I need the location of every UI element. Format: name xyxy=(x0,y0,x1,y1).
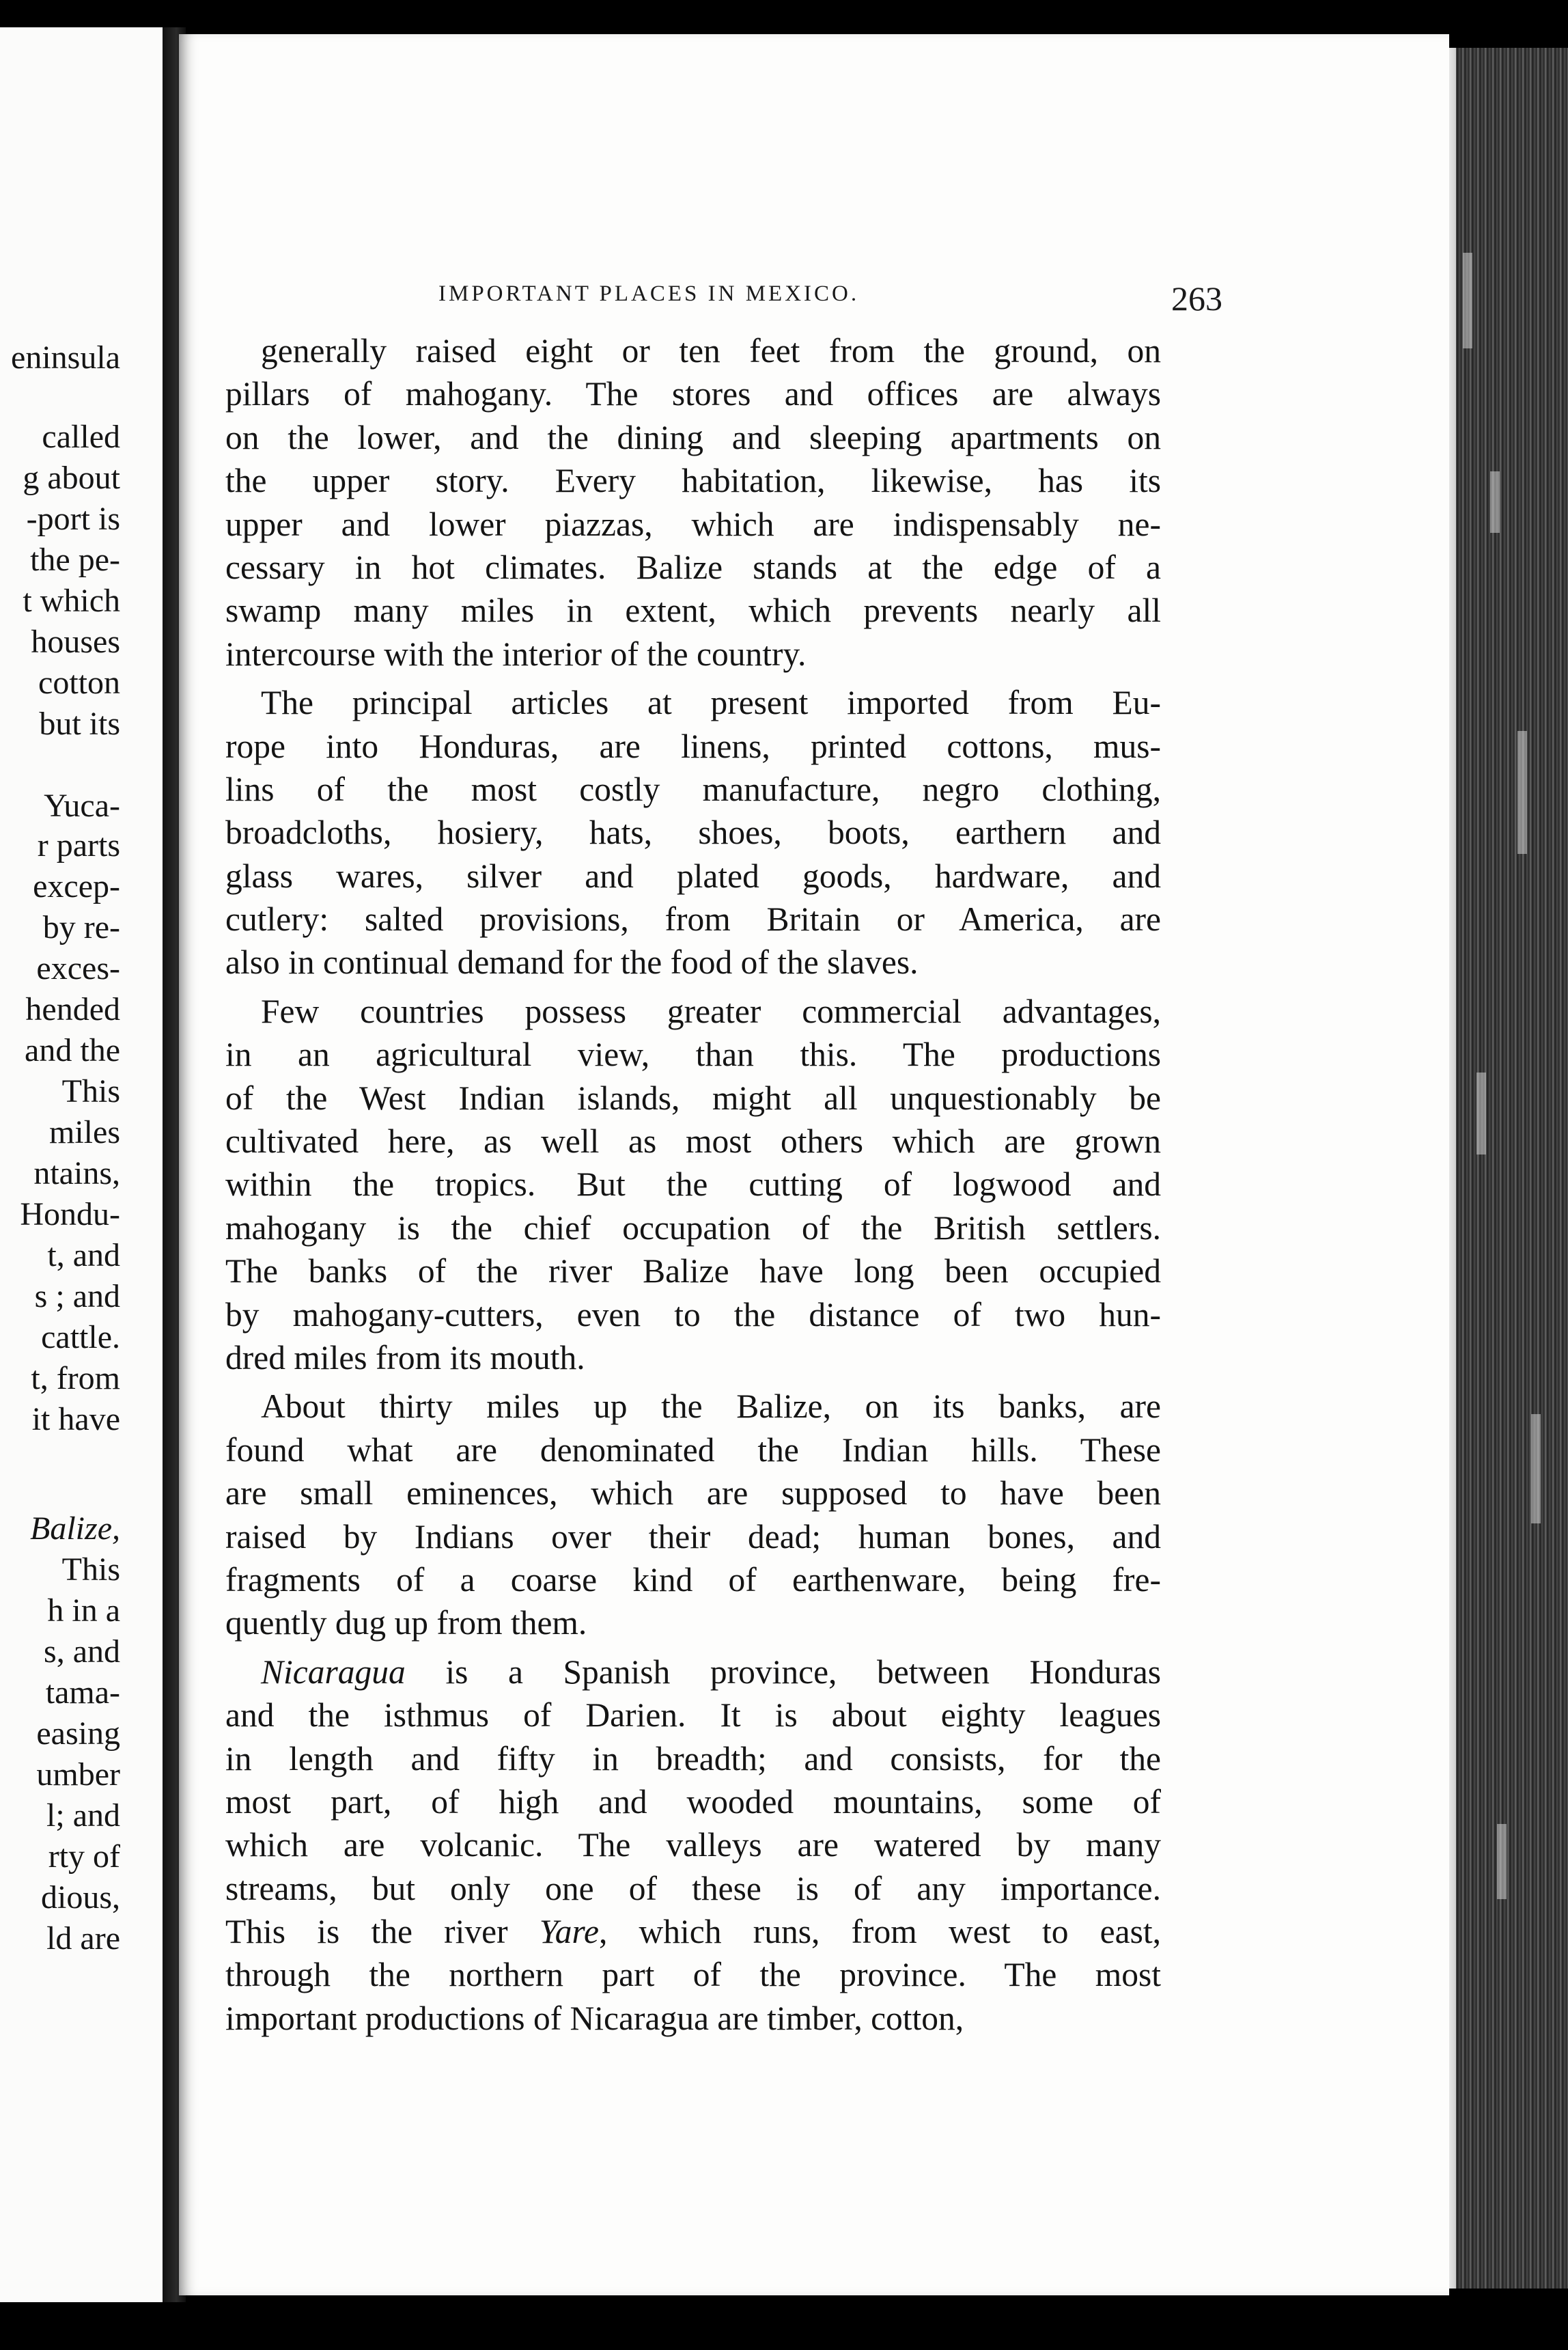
previous-page-fragment xyxy=(0,27,163,2302)
text-line: in length and fifty in breadth; and consists, for the xyxy=(225,1739,1161,1778)
left-page-text-fragment: excep- xyxy=(33,868,120,904)
left-page-text-fragment: This xyxy=(61,1073,120,1109)
paragraph xyxy=(225,1650,1161,2041)
left-page-text-fragment: called xyxy=(42,419,120,455)
left-page-text-fragment: easing xyxy=(36,1715,120,1752)
left-page-text-fragment: hended xyxy=(25,991,120,1027)
left-page-text-fragment: tama- xyxy=(45,1674,120,1711)
running-title: IMPORTANT PLACES IN MEXICO. xyxy=(438,281,860,306)
left-page-text-fragment: houses xyxy=(31,624,120,660)
text-line: also in continual demand for the food of the slaves. xyxy=(225,943,919,982)
page-number: 263 xyxy=(1171,279,1222,318)
left-page-text-fragment: t, from xyxy=(31,1360,120,1396)
left-page-text-fragment: exces- xyxy=(36,950,120,986)
left-page-text-fragment: Balize, xyxy=(30,1510,120,1547)
paragraph xyxy=(225,1385,1161,1644)
text-line: through the northern part of the province. The most xyxy=(225,1956,1161,1994)
left-page-text-fragment: g about xyxy=(23,460,120,496)
text-line: intercourse with the interior of the country. xyxy=(225,635,807,673)
text-line: streams, but only one of these is of any importance. xyxy=(225,1869,1161,1907)
left-page-text-fragment: Hondu- xyxy=(20,1196,120,1232)
text-line: rope into Honduras, are linens, printed cottons, mus- xyxy=(225,727,1161,765)
left-page-text-fragment: umber xyxy=(36,1756,120,1793)
text-line: most part, of high and wooded mountains, some of xyxy=(225,1782,1161,1821)
text-line: are small eminences, which are supposed to have been xyxy=(225,1474,1161,1512)
text-line: and the isthmus of Darien. It is about eighty leagues xyxy=(225,1696,1161,1734)
left-page-text-fragment: rty of xyxy=(48,1838,120,1875)
text-line: fragments of a coarse kind of earthenware, being fre- xyxy=(225,1560,1161,1599)
text-line: by mahogany-cutters, even to the distance of two hun- xyxy=(225,1295,1161,1333)
line-text: , which runs, from west to east, xyxy=(598,1913,1161,1951)
left-page-text-fragment: miles xyxy=(49,1114,120,1150)
text-line: dred miles from its mouth. xyxy=(225,1338,585,1377)
text-line: cessary in hot climates. Balize stands at the edge of a xyxy=(225,548,1161,586)
left-page-text-fragment: t which xyxy=(23,583,120,619)
left-page-text-fragment: t, and xyxy=(47,1237,120,1273)
text-line: found what are denominated the Indian hills. These xyxy=(225,1430,1161,1469)
paragraph xyxy=(225,681,1161,984)
text-line: Few countries possess greater commercial advantages, xyxy=(261,992,1161,1030)
text-line: on the lower, and the dining and sleeping apartments on xyxy=(225,418,1161,456)
text-line: upper and lower piazzas, which are indispensably ne- xyxy=(225,505,1161,543)
body-text xyxy=(225,329,1161,2045)
text-line: in an agricultural view, than this. The productions xyxy=(225,1036,1161,1074)
text-line: pillars of mahogany. The stores and offices are always xyxy=(225,375,1161,413)
left-page-text-fragment: cattle. xyxy=(41,1319,120,1355)
left-page-text-fragment: it have xyxy=(31,1401,120,1437)
text-line: cutlery: salted provisions, from Britain or America, are xyxy=(225,900,1161,939)
left-page-text-fragment: -port is xyxy=(26,501,120,537)
text-line: cultivated here, as well as most others which are grown xyxy=(225,1122,1161,1161)
text-line: swamp many miles in extent, which prevents nearly all xyxy=(225,592,1161,630)
text-line: within the tropics. But the cutting of logwood and xyxy=(225,1165,1161,1204)
text-line: generally raised eight or ten feet from the ground, on xyxy=(261,332,1161,370)
text-line: quently dug up from them. xyxy=(225,1604,587,1642)
text-line: The principal articles at present imported from Eu- xyxy=(261,684,1161,722)
left-page-text-fragment: s, and xyxy=(44,1633,120,1670)
text-line: important productions of Nicaragua are timber, cotton, xyxy=(225,1999,964,2037)
left-page-text-fragment: Yuca- xyxy=(44,788,120,824)
left-page-text-fragment: s ; and xyxy=(34,1278,120,1314)
left-page-text-fragment: but its xyxy=(39,706,120,742)
paragraph xyxy=(225,990,1161,1380)
left-page-text-fragment: l; and xyxy=(46,1797,120,1834)
left-page-text-fragment: r parts xyxy=(37,827,120,863)
left-page-text-fragment: the pe- xyxy=(30,542,120,578)
left-page-text-fragment: by re- xyxy=(42,909,120,945)
text-line xyxy=(225,1650,1161,1694)
running-header xyxy=(280,279,1222,318)
left-page-text-fragment: and the xyxy=(25,1032,120,1068)
page-edges xyxy=(1442,48,1568,2289)
line-text: This is the river xyxy=(225,1913,540,1951)
left-page-text-fragment: This xyxy=(61,1551,120,1588)
text-line: of the West Indian islands, might all unquestionably be xyxy=(225,1079,1161,1117)
line-text: is a Spanish province, between Honduras xyxy=(405,1653,1161,1691)
left-page-text-fragment: cotton xyxy=(38,665,120,701)
text-line: mahogany is the chief occupation of the British settlers. xyxy=(225,1208,1161,1247)
left-page-text-fragment: dious, xyxy=(40,1879,120,1916)
italic-term: Nicaragua xyxy=(261,1653,406,1691)
text-line: which are volcanic. The valleys are watered by many xyxy=(225,1826,1161,1864)
text-line: The banks of the river Balize have long been occupied xyxy=(225,1252,1161,1290)
left-page-text-fragment: ntains, xyxy=(33,1155,120,1191)
paragraph xyxy=(225,329,1161,676)
left-page-text-fragment: h in a xyxy=(47,1592,120,1629)
text-line: the upper story. Every habitation, likewise, has its xyxy=(225,462,1161,500)
text-line xyxy=(225,1910,1161,1953)
text-line: lins of the most costly manufacture, negro clothing, xyxy=(225,770,1161,808)
italic-term: Yare xyxy=(539,1913,599,1951)
left-page-text-fragment: ld are xyxy=(46,1920,120,1957)
text-line: About thirty miles up the Balize, on its banks, are xyxy=(261,1387,1161,1426)
text-line: broadcloths, hosiery, hats, shoes, boots, earthern and xyxy=(225,814,1161,852)
text-line: raised by Indians over their dead; human bones, and xyxy=(225,1517,1161,1556)
left-page-text-fragment: eninsula xyxy=(11,340,120,376)
text-line: glass wares, silver and plated goods, hardware, and xyxy=(225,857,1161,895)
